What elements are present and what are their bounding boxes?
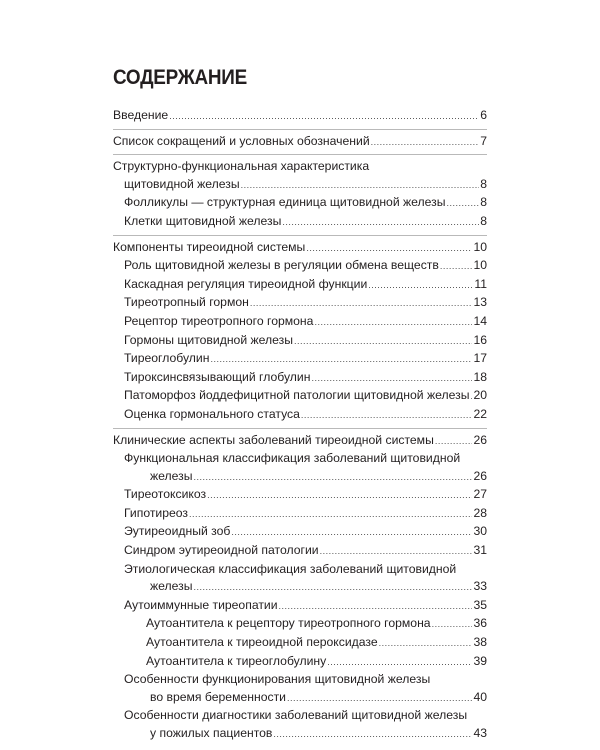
dot-leader — [194, 469, 473, 487]
toc-entry-text: Клинические аспекты заболеваний тиреоидной системы — [113, 432, 434, 447]
toc-entry-text: Структурно-функциональная характеристика — [113, 159, 370, 174]
toc-entry[interactable] — [113, 176, 487, 195]
toc-page-number: 40 — [473, 689, 487, 704]
toc-entry-text: Оценка гормонального статуса — [124, 406, 300, 421]
toc-entry-continuation: у пожилых пациентов — [150, 726, 273, 740]
dot-leader — [306, 240, 472, 258]
toc-entry[interactable] — [113, 194, 487, 213]
dot-leader — [294, 333, 472, 351]
toc-page-number: 38 — [473, 635, 487, 650]
toc-page-number: 43 — [473, 726, 487, 740]
toc-page-number: 28 — [473, 505, 487, 520]
toc-section — [113, 154, 487, 234]
toc-page-number: 11 — [474, 276, 487, 291]
toc-entry[interactable] — [113, 578, 487, 597]
dot-leader — [210, 351, 472, 369]
toc-entry[interactable] — [113, 107, 487, 126]
toc-entry-text: Каскадная регуляция тиреоидной функции — [124, 276, 368, 291]
toc-page-number: 35 — [473, 597, 487, 612]
dot-leader — [327, 654, 472, 672]
toc-entry[interactable] — [113, 725, 487, 744]
toc-entry-text: Особенности функционирования щитовидной железы — [124, 672, 431, 687]
toc-page-number: 8 — [480, 176, 487, 191]
toc-entry-text: Тиреотоксикоз — [124, 487, 207, 502]
toc-entry[interactable] — [113, 432, 487, 451]
dot-leader — [282, 214, 479, 232]
toc-entry[interactable] — [113, 257, 487, 276]
toc-page-number: 22 — [473, 406, 487, 421]
toc-entry-text: Гормоны щитовидной железы — [124, 332, 294, 347]
toc-section — [113, 428, 487, 747]
toc-entry-text: Особенности диагностики заболеваний щитовидной железы — [124, 708, 468, 723]
dot-leader — [279, 598, 473, 616]
dot-leader — [368, 277, 473, 295]
dot-leader — [311, 370, 472, 388]
toc-section — [113, 104, 487, 129]
toc-page-number: 30 — [473, 524, 487, 539]
toc-entry-text: Аутоантитела к тиреоглобулину — [146, 653, 327, 668]
toc-page-number: 10 — [473, 239, 487, 254]
toc-entry-text: Патоморфоз йоддефицитной патологии щитовидной железы — [124, 388, 470, 403]
toc-entry[interactable] — [113, 486, 487, 505]
toc-entry[interactable] — [113, 294, 487, 313]
toc-entry-text: Введение — [113, 108, 169, 122]
toc-entry[interactable] — [113, 387, 487, 406]
toc-entry[interactable] — [113, 239, 487, 258]
dot-leader — [301, 407, 473, 425]
dot-leader — [432, 616, 473, 634]
toc-entry-text: Синдром эутиреоидной патологии — [124, 543, 319, 558]
dot-leader — [320, 543, 473, 561]
toc-entry[interactable] — [113, 213, 487, 232]
toc-page-number: 8 — [480, 213, 487, 228]
toc-entry-text: Этиологическая классификация заболеваний щитовидной — [124, 561, 457, 576]
toc-page-number: 36 — [473, 616, 487, 631]
dot-leader — [241, 177, 480, 195]
toc-entry-text: Тироксинсвязывающий глобулин — [124, 369, 311, 384]
toc-entry-title-line[interactable] — [113, 671, 487, 689]
toc-entry-continuation: щитовидной железы — [124, 176, 240, 191]
toc-entry-text: Аутоантитела к рецептору тиреотропного гормона — [146, 616, 431, 631]
toc-entry-text: Гипотиреоз — [124, 505, 189, 520]
toc-page-number: 6 — [480, 108, 487, 122]
dot-leader — [273, 726, 472, 744]
toc-entry-text: Клетки щитовидной железы — [124, 213, 282, 228]
table-of-contents — [113, 104, 487, 747]
dot-leader — [379, 635, 473, 653]
dot-leader — [435, 433, 473, 451]
dot-leader — [231, 524, 472, 542]
toc-page-number: 8 — [480, 195, 487, 210]
toc-entry-text: Эутиреоидный зоб — [124, 524, 231, 539]
toc-entry[interactable] — [113, 468, 487, 487]
toc-entry-text: Тиреоглобулин — [124, 351, 210, 366]
toc-page-number: 27 — [473, 487, 487, 502]
dot-leader — [207, 487, 472, 505]
dot-leader — [287, 690, 472, 708]
toc-entry-text: Функциональная классификация заболеваний щитовидной — [124, 451, 461, 466]
toc-entry[interactable] — [113, 406, 487, 425]
toc-entry[interactable] — [113, 276, 487, 295]
toc-entry[interactable] — [113, 133, 487, 152]
dot-leader — [471, 388, 473, 406]
toc-entry[interactable] — [113, 542, 487, 561]
toc-entry[interactable] — [113, 350, 487, 369]
toc-entry-text: Аутоиммунные тиреопатии — [124, 597, 278, 612]
toc-entry-text: Фолликулы — структурная единица щитовидной железы — [124, 195, 446, 210]
toc-entry-continuation: железы — [150, 579, 193, 594]
dot-leader — [169, 108, 479, 126]
toc-page-number: 33 — [473, 579, 487, 594]
toc-page-number: 7 — [480, 133, 487, 148]
toc-entry-text: Компоненты тиреоидной системы — [113, 239, 306, 254]
toc-entry-continuation: во время беременности — [150, 689, 286, 704]
toc-entry[interactable] — [113, 523, 487, 542]
toc-entry[interactable] — [113, 332, 487, 351]
toc-page-number: 31 — [473, 543, 487, 558]
dot-leader — [371, 134, 480, 152]
dot-leader — [189, 506, 472, 524]
toc-entry-text: Аутоантитела к тиреоидной пероксидазе — [146, 635, 378, 650]
toc-entry[interactable] — [113, 615, 487, 634]
toc-page-number: 26 — [473, 468, 487, 483]
toc-entry-text: Тиреотропный гормон — [124, 295, 249, 310]
toc-entry-text: Роль щитовидной железы в регуляции обмена веществ — [124, 258, 439, 273]
toc-section — [113, 235, 487, 428]
toc-entry-title-line[interactable] — [113, 707, 487, 725]
page-title: СОДЕРЖАНИЕ — [113, 66, 247, 89]
dot-leader — [447, 195, 480, 213]
toc-page-number: 16 — [473, 332, 487, 347]
toc-entry[interactable] — [113, 689, 487, 708]
toc-entry-title-line[interactable] — [113, 158, 487, 176]
dot-leader — [314, 314, 472, 332]
toc-entry[interactable] — [113, 653, 487, 672]
toc-entry-text: Рецептор тиреотропного гормона — [124, 313, 314, 328]
toc-page-number: 17 — [473, 351, 487, 366]
toc-page-number: 13 — [473, 295, 487, 310]
toc-entry[interactable] — [113, 597, 487, 616]
toc-entry[interactable] — [113, 634, 487, 653]
dot-leader — [250, 295, 473, 313]
toc-page-number: 26 — [473, 432, 487, 447]
toc-entry-text: Список сокращений и условных обозначений — [113, 133, 370, 148]
toc-section — [113, 129, 487, 155]
toc-entry-continuation: железы — [150, 468, 193, 483]
toc-entry[interactable] — [113, 313, 487, 332]
toc-entry[interactable] — [113, 505, 487, 524]
toc-page-number: 14 — [473, 313, 487, 328]
dot-leader — [440, 258, 473, 276]
toc-entry[interactable] — [113, 369, 487, 388]
toc-entry-title-line[interactable] — [113, 450, 487, 468]
toc-page-number: 39 — [473, 653, 487, 668]
toc-page-number: 18 — [473, 369, 487, 384]
toc-page-number: 10 — [473, 258, 487, 273]
dot-leader — [194, 579, 473, 597]
toc-entry-title-line[interactable] — [113, 561, 487, 579]
toc-page-number: 20 — [473, 388, 487, 403]
